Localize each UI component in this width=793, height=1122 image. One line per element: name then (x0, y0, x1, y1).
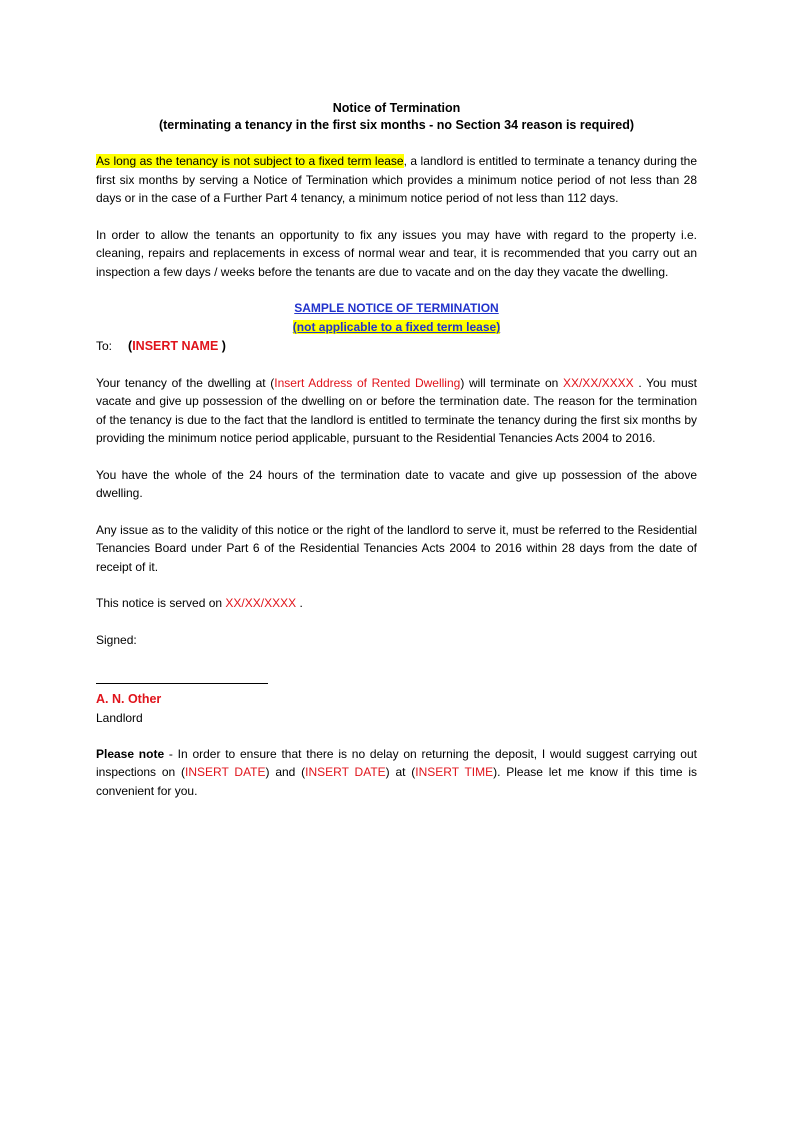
inspection-date-2-placeholder: INSERT DATE (305, 765, 386, 779)
tenancy-paragraph: Your tenancy of the dwelling at (Insert Address of Rented Dwelling) will terminate on XX/XX/XXXX . You must vacate and give up possession of the dwelling on or before the termination date. The reason for the termination of the tenancy is due to the fact that the landlord is entitled to terminate the tenancy during the first six months by providing the minimum notice period applicable, pursuant to the Residential Tenancies Acts 2004 to 2016. (96, 375, 698, 445)
to-name-field: (INSERT NAME ) (128, 339, 226, 353)
intro-highlight: As long as the tenancy is not subject to a fixed term lease (96, 154, 404, 168)
intro-rest: , a landlord is entitled to terminate a tenancy during the first six months by serving a Notice of Termination which provides a minimum notice period of not less than 28 days or in the case of a Further Part 4 tenancy, a minimum notice period of not less than 112 days. (96, 154, 698, 205)
document-title: Notice of Termination (332, 101, 461, 115)
served-line: This notice is served on XX/XX/XXXX . (96, 596, 303, 610)
served-date-placeholder: XX/XX/XXXX (225, 596, 297, 610)
insert-name-placeholder: INSERT NAME (132, 339, 219, 353)
to-line (96, 337, 697, 356)
signatory-role: Landlord (96, 710, 143, 725)
inspection-time-placeholder: INSERT TIME (415, 765, 494, 779)
validity-paragraph: Any issue as to the validity of this notice or the right of the landlord to serve it, must be referred to the Residential Tenancies Board under Part 6 of the Residential Tenancies Acts 2004 to 2016 within 28 days from the date of receipt of it. (96, 522, 697, 574)
sample-subheading-text: (not applicable to a fixed term lease) (292, 320, 501, 334)
signed-label: Signed: (96, 632, 137, 647)
termination-date-placeholder: XX/XX/XXXX (562, 375, 634, 390)
document-page (96, 100, 697, 818)
signature-line (96, 683, 268, 684)
hours-paragraph: You have the whole of the 24 hours of the termination date to vacate and give up possession of the above dwelling. (96, 467, 697, 500)
inspection-paragraph: In order to allow the tenants an opportunity to fix any issues you may have with regard to the property i.e. cleaning, repairs and replacements in excess of normal wear and tear, it is recommended that you carry out an inspection a few days / weeks before the tenants are due to vacate and on the day they vacate the dwelling. (96, 227, 697, 279)
document-subtitle: (terminating a tenancy in the first six months - no Section 34 reason is required) (158, 118, 635, 132)
sample-notice-subheading (96, 318, 697, 337)
sample-notice-heading (96, 299, 697, 318)
sample-heading-text: SAMPLE NOTICE OF TERMINATION (294, 301, 499, 315)
address-placeholder: Insert Address of Rented Dwelling (274, 375, 461, 390)
inspection-date-1-placeholder: INSERT DATE (185, 765, 266, 779)
signatory-name: A. N. Other (96, 691, 162, 706)
intro-paragraph (96, 152, 697, 208)
note-paragraph: Please note - In order to ensure that there is no delay on returning the deposit, I would suggest carrying out inspections on (INSERT DATE) and (INSERT DATE) at (INSERT TIME). Please let me know if this time is convenient for you. (96, 746, 698, 798)
note-label: Please note (96, 746, 165, 761)
to-label: To: (96, 339, 113, 353)
